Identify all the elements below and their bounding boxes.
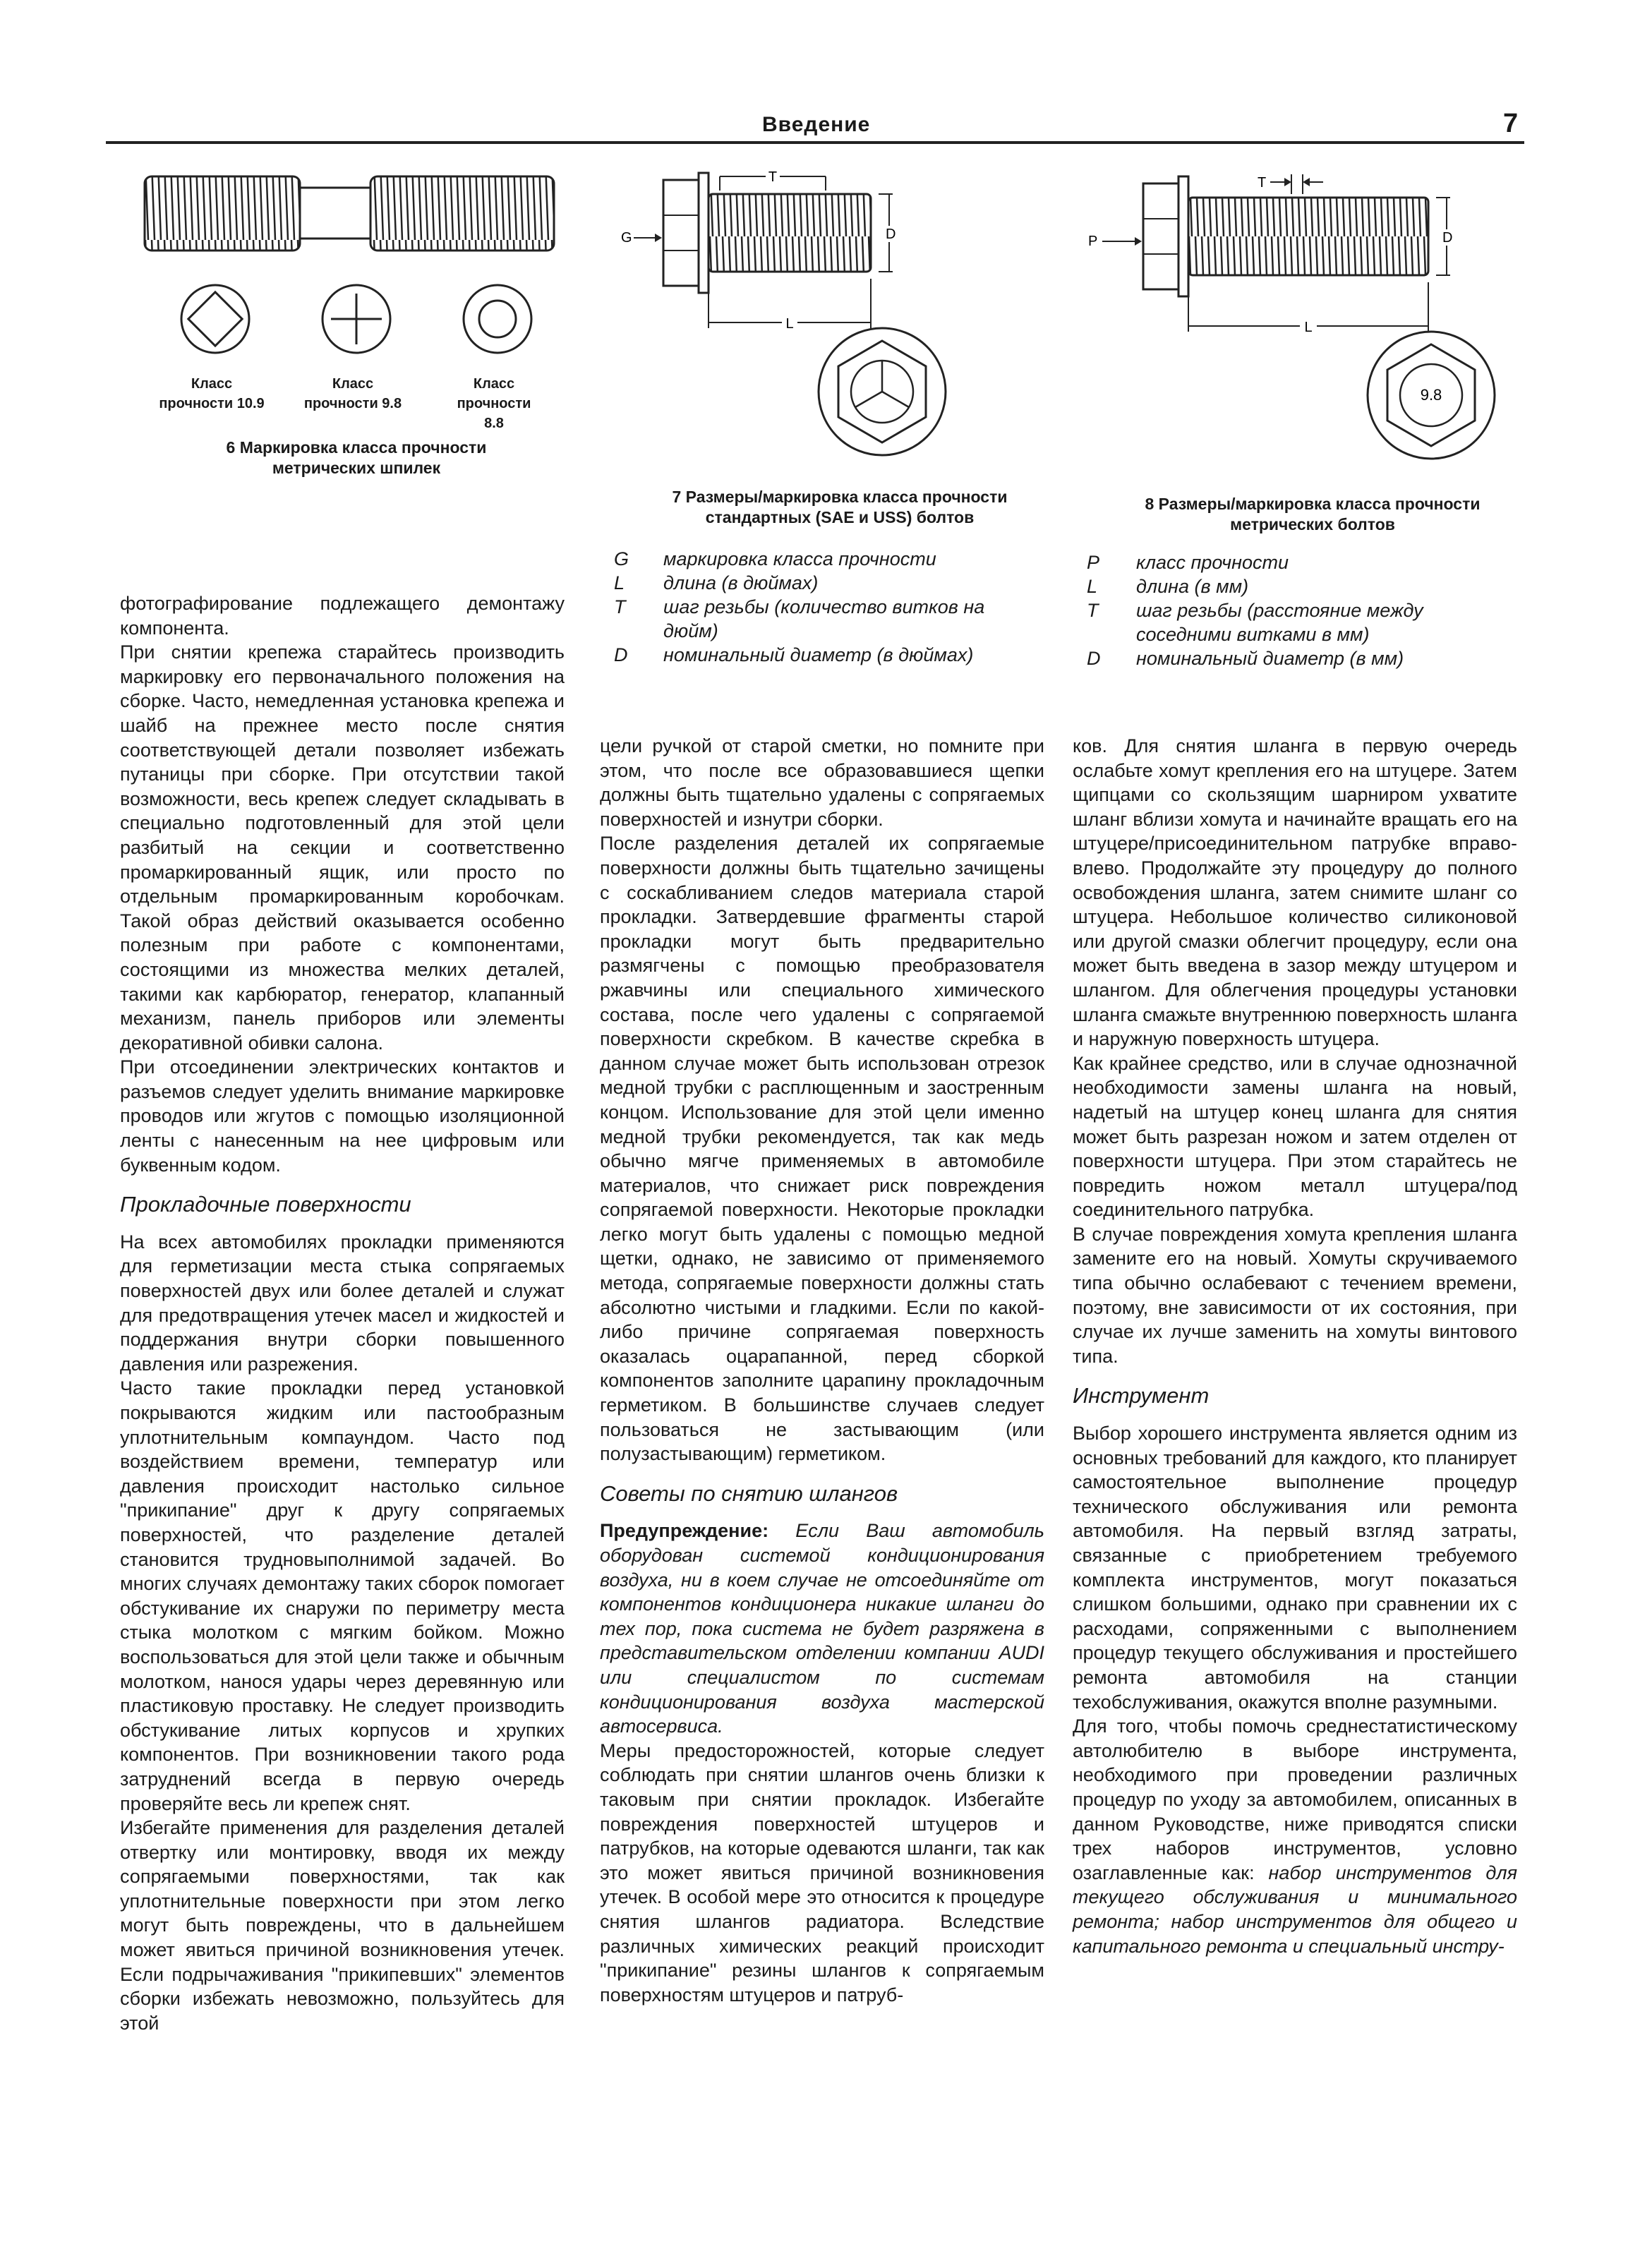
figure-7-bolt-drawing [607, 159, 1002, 469]
header-rule [106, 141, 1524, 144]
bolt8-flange [1178, 176, 1188, 296]
section-heading-gaskets: Прокладочные поверхности [120, 1192, 411, 1217]
fig7-legend-row: G маркировка класса прочности [614, 548, 936, 569]
warning-text: Если Ваш автомобиль оборудован системой кондиционирования воздуха, ни в коем случае не отсоединяйте от компонентов кондиционера никакие шланги до тех пор, пока система не будет разряжена в представительском отделении компании AUDI или специалистом по системам кондиционирования воздуха мастерской автосервиса. [600, 1520, 1044, 1737]
fig7-label-l: L [785, 316, 794, 332]
fig7-legend-row: T шаг резьбы (количество витков на дюйм) [614, 596, 985, 641]
fig8-label-t: T [1258, 175, 1267, 191]
section-heading-hoses: Советы по снятию шлангов [600, 1480, 898, 1506]
paragraph: Для того, чтобы помочь среднестатистическому автолюбителю в выборе инструмента, необходимого при проведении различных процедур по уходу за автомобилем, описанных в данном Руководстве, ниже приводятся списки трех наборов инструментов, условно озаглавленные как: набор инструментов для текущего обслуживания и минимального ремонта; набор инструментов для общего и капитального ремонта и специальный инстру- [1073, 1715, 1517, 1957]
bolt7-flange [699, 173, 709, 293]
fig8-legend-row: L длина (в мм) [1087, 576, 1249, 597]
paragraph: В случае повреждения хомута крепления шланга замените его на новый. Хомуты скручиваемого типа обычно ослабевают с течением времени, поэтому, вне зависимости от их состояния, при случае их лучше заменить на хомуты винтового типа. [1073, 1223, 1517, 1367]
paragraph: ков. Для снятия шланга в первую очередь ослабьте хомут крепления его на штуцере. Затем щипцами со скользящим шарниром ухватите шланг вблизи хомута и начинайте вращать его на штуцере/присоединительном патрубке вправо-влево. Продолжайте эту процедуру до полного освобождения шланга, затем снимите шланг со штуцера. Небольшое количество силиконовой или другой смазки облегчит процедуру, если она может быть введена в зазор между штуцером и шлангом. Для облегчения процедуры установки шланга смажьте внутреннюю поверхность шланга и наружную поверхность штуцера. [1073, 735, 1517, 1050]
text-column-3 [1073, 734, 1517, 1958]
figure-6-caption: 6 Маркировка класса прочности метрических шпилек [226, 438, 487, 477]
bolt8-head-end-view-icon [1368, 332, 1495, 459]
fig8-label-l: L [1304, 320, 1313, 335]
fig8-legend-row: P класс прочности [1087, 552, 1289, 573]
fig7-label-d: D [886, 227, 896, 242]
warning-label: Предупреждение: [600, 1520, 769, 1542]
page-number: 7 [1503, 109, 1519, 138]
figure-8-legend [1087, 550, 1510, 670]
fig7-label-g: G [621, 230, 632, 246]
text-column-1 [120, 591, 565, 2035]
paragraph: Как крайнее средство, или в случае однозначной необходимости замены шланга на новый, надетый на штуцер конец шланга для снятия может быть разрезан ножом и затем отделен от поверхности штуцера. При этом старайтесь не повредить ножом металл штуцера/под соединительного патрубка. [1073, 1052, 1517, 1221]
figure-7-caption: 7 Размеры/маркировка класса прочности стандартных (SAE и USS) болтов [672, 488, 1008, 526]
stud-thread-left [145, 176, 300, 251]
figure-8-caption: 8 Размеры/маркировка класса прочности метрических болтов [1145, 495, 1481, 533]
figure-6-stud-drawing [138, 162, 589, 395]
paragraph: цели ручкой от старой сметки, но помните при этом, что после все образовавшиеся щепки должны быть тщательно удалены с сопрягаемых поверхностей и изнутри сборки. [600, 735, 1044, 830]
section-heading-tools: Инструмент [1073, 1383, 1210, 1409]
paragraph: Меры предосторожностей, которые следует соблюдать при снятии шлангов очень близки к таковым при снятии прокладок. Избегайте повреждения поверхностей штуцеров и патрубков, на которые одеваются шланги, так как это может явиться причиной возникновения утечек. В особой мере это относится к процедуре снятия шлангов радиатора. Вследствие различных химических реакций происходит "прикипание" резины шлангов к сопрягаемым поверхностям штуцеров и патруб- [600, 1739, 1044, 2005]
warning-paragraph [600, 1519, 1044, 1738]
text-column-2 [600, 734, 1044, 2007]
fig8-label-p: P [1088, 234, 1098, 249]
stud-mark-circle-icon [464, 285, 531, 353]
paragraph: Выбор хорошего инструмента является одним из основных требований для каждого, кто планирует самостоятельное выполнение процедур технического обслуживания или ремонта автомобиля. На первый взгляд затраты, связанные с приобретением требуемого комплекта инструментов, могут показаться слишком большими, однако при сравнении их с расходами, сопряженными с выполнением процедур текущего обслуживания и простейшего ремонта автомобиля на станции техобслуживания, окажутся вполне разумными. [1073, 1423, 1517, 1713]
bolt8-head [1143, 183, 1178, 289]
paragraph: При отсоединении электрических контактов и разъемов следует уделить внимание маркировке проводов или жгутов с помощью изоляционной ленты с нанесенным на нее цифровым или буквенным кодом. [120, 1056, 565, 1176]
figure-7-legend [614, 547, 1037, 667]
stud-class-label-3: Класс прочности 8.8 [457, 376, 531, 431]
paragraph: После разделения деталей их сопрягаемые поверхности должны быть тщательно зачищены с соскабливанием следов материала старой прокладки. Затвердевшие фрагменты старой прокладки могут быть предварительно размягчены с помощью преобразователя ржавчины или специального химического состава, после чего удалены с сопрягаемой поверхности скребком. В качестве скребка в данном случае может быть использован отрезок медной трубки с расплющенным и заостренным концом. Использование для этой цели именно медной трубки рекомендуется, так как медь обычно мягче применяемых в автомобиле материалов, что снижает риск повреждения сопрягаемой поверхности. Некоторые прокладки легко могут быть удалены с помощью медной щетки, однако, не зависимо от применяемого метода, сопрягаемые поверхности должны стать абсолютно чистыми и гладкими. Если по какой-либо причине сопрягаемая поверхность оказалась оцарапанной, перед сборкой компонентов заполните царапину прокладочным герметиком. В большинстве случаев следует пользоваться не застывающим (или полузастывающим) герметиком. [600, 833, 1044, 1465]
running-header-title: Введение [762, 113, 871, 136]
bolt8-head-mark: 9.8 [1420, 386, 1442, 404]
bolt8-thread [1188, 198, 1428, 275]
paragraph: Избегайте применения для разделения деталей отвертку или монтировку, вводя их между сопрягаемыми поверхностями, так как уплотнительные поверхности при этом легко могут быть повреждены, что в дальнейшем может явиться причиной возникновения утечек. Если подрычаживания "прикипевших" элементов сборки избежать невозможно, пользуйтесь для этой [120, 1817, 565, 2034]
paragraph: На всех автомобилях прокладки применяются для герметизации места стыка сопрягаемых поверхностей двух или более деталей и служат для предотвращения утечек масел и жидкостей и поддержания внутри сборки повышенного давления или разрежения. [120, 1231, 565, 1375]
fig7-legend-row: D номинальный диаметр (в дюймах) [614, 644, 974, 665]
stud-class-label-1: Класс прочности 10.9 [159, 376, 265, 411]
fig7-label-t: T [768, 169, 778, 185]
bolt7-head [663, 180, 699, 286]
paragraph: При снятии крепежа старайтесь производить маркировку его первоначального положения на сборке. Часто, немедленная установка крепежа и шайб на прежнее место после снятия соответствующей детали позволяет избежать путаницы при сборке. При отсутствии такой возможности, весь крепеж следует складывать в специально подготовленный для этой цели разбитый на секции и соответственно промаркированный ящик, или просто по отдельным промаркированным коробочкам. Такой образ действий оказывается особенно полезным при работе с компонентами, состоящими из множества мелких деталей, такими как карбюратор, генератор, клапанный механизм, панель приборов или элементы декоративной обивки салона. [120, 641, 565, 1054]
stud-mark-square-icon [181, 285, 249, 353]
figure-8-bolt-drawing [1080, 159, 1503, 469]
paragraph: Часто такие прокладки перед установкой покрываются жидким или пастообразным уплотнительным компаундом. Часто под воздействием времени, температур или давления происходит настолько сильное "прикипание" друг к другу сопрягаемых поверхностей, что разделение деталей становится трудновыполнимой задачей. Во многих случаях демонтажу таких сборок помогает обстукивание их снаружи по периметру места стыка молотком с мягким бойком. Можно воспользоваться для этой цели также и обычным молотком, нанося удары через деревянную или пластиковую проставку. Не следует производить обстукивание литых корпусов и хрупких компонентов. При возникновении такого рода затруднений всегда в первую очередь проверяйте весь ли крепеж снят. [120, 1377, 565, 1814]
fig8-legend-row: T шаг резьбы (расстояние между соседними витками в мм) [1087, 600, 1423, 645]
bolt7-head-end-view-icon [819, 328, 946, 455]
fig8-label-d: D [1442, 230, 1453, 246]
fig7-legend-row: L длина (в дюймах) [614, 572, 819, 593]
stud-thread-right [370, 176, 554, 251]
stud-shank [300, 188, 370, 239]
stud-class-label-2: Класс прочности 9.8 [303, 376, 402, 411]
paragraph: фотографирование подлежащего демонтажу компонента. [120, 593, 565, 639]
bolt7-thread [709, 194, 871, 272]
fig8-legend-row: D номинальный диаметр (в мм) [1087, 648, 1404, 669]
stud-mark-cross-icon [322, 285, 390, 353]
